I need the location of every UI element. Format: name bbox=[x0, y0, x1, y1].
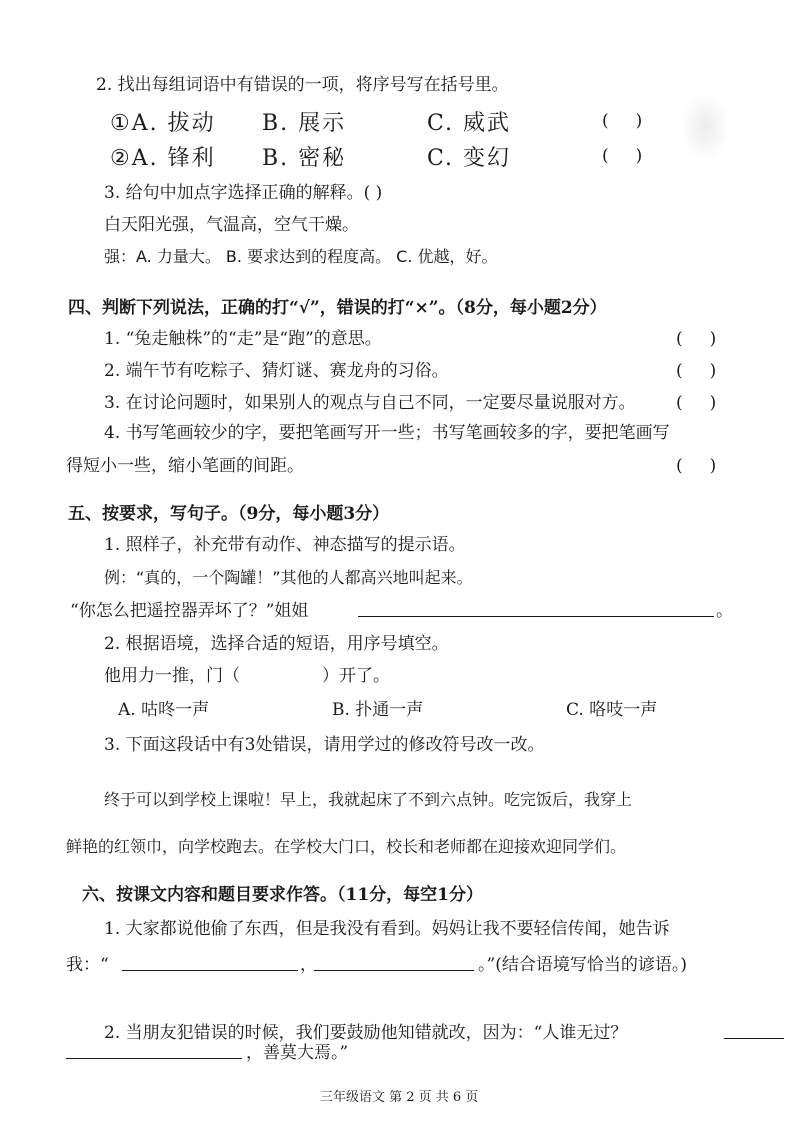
s5-q1-prompt: “你怎么把遥控器弄坏了？”姐姐 bbox=[70, 601, 309, 621]
s6-q2-line2: ，善莫大焉。” bbox=[246, 1043, 349, 1063]
q2-row2-option-b: B. 密秘 bbox=[262, 146, 347, 171]
s5-q1-title: 1. 照样子，补充带有动作、神态描写的提示语。 bbox=[104, 535, 466, 555]
s6-q1-line2-comma: ， bbox=[300, 955, 317, 975]
s5-q2-option-a: A. 咕咚一声 bbox=[118, 700, 210, 720]
q3-title: 3. 给句中加点字选择正确的解释。( ) bbox=[104, 183, 383, 203]
s5-q2-sentence-end: ）开了。 bbox=[322, 666, 390, 686]
s4-item-3: 3. 在讨论问题时，如果别人的观点与自己不同，一定要尽量说服对方。 bbox=[104, 393, 636, 413]
s6-q2-blank-1a[interactable] bbox=[724, 1038, 784, 1039]
s6-q1-blank-2[interactable] bbox=[314, 970, 474, 971]
q3-options: 强：A. 力量大。 B. 要求达到的程度高。 C. 优越，好。 bbox=[104, 247, 498, 266]
s4-item-2: 2. 端午节有吃粽子、猜灯谜、赛龙舟的习俗。 bbox=[104, 361, 449, 381]
q3-sentence: 白天阳光强，气温高，空气干燥。 bbox=[104, 215, 359, 235]
s4-item-4-line1: 4. 书写笔画较少的字，要把笔画写开一些；书写笔画较多的字，要把笔画写 bbox=[104, 423, 670, 443]
q2-row2-option-a: ②A. 锋利 bbox=[110, 146, 216, 171]
s4-item-2-paren[interactable]: ( ) bbox=[676, 361, 717, 381]
s4-item-3-paren[interactable]: ( ) bbox=[676, 393, 717, 413]
s5-q2-option-c: C. 咯吱一声 bbox=[566, 700, 658, 720]
s5-q2-sentence-start: 他用力一推，门（ bbox=[104, 666, 240, 686]
s5-q2-title: 2. 根据语境，选择合适的短语，用序号填空。 bbox=[104, 634, 449, 654]
q2-row1-option-b: B. 展示 bbox=[262, 111, 347, 136]
s5-q1-example: 例：“真的，一个陶罐！”其他的人都高兴地叫起来。 bbox=[104, 568, 473, 587]
q2-row1-option-c: C. 威武 bbox=[427, 111, 512, 136]
s5-q1-answer-line[interactable] bbox=[358, 616, 714, 617]
s5-q1-end-mark: 。 bbox=[716, 601, 733, 621]
s4-item-4-paren[interactable]: ( ) bbox=[676, 456, 717, 476]
s5-q3-title: 3. 下面这段话中有3处错误，请用学过的修改符号改一改。 bbox=[104, 735, 545, 755]
q2-row2-option-c: C. 变幻 bbox=[427, 146, 512, 171]
s6-q1-line2-end: 。”(结合语境写恰当的谚语。) bbox=[478, 955, 687, 975]
s4-item-1: 1. “兔走触株”的“走”是“跑”的意思。 bbox=[104, 329, 382, 349]
s6-q2-line1: 2. 当朋友犯错误的时候，我们要鼓励他知错就改，因为：“人谁无过？ bbox=[104, 1023, 628, 1043]
page-footer: 三年级语文 第 2 页 共 6 页 bbox=[320, 1090, 479, 1105]
scan-smudge bbox=[680, 92, 730, 162]
s4-item-1-paren[interactable]: ( ) bbox=[676, 329, 717, 349]
section-6-heading: 六、按课文内容和题目要求作答。（11分，每空1分） bbox=[82, 885, 483, 905]
s6-q2-blank-1b[interactable] bbox=[66, 1058, 242, 1059]
section-5-heading: 五、按要求，写句子。（9分，每小题3分） bbox=[68, 504, 390, 524]
s5-q3-passage-line2: 鲜艳的红领巾，向学校跑去。在学校大门口，校长和老师都在迎接欢迎同学们。 bbox=[66, 837, 627, 856]
s6-q1-line1: 1. 大家都说他偷了东西，但是我没有看到。妈妈让我不要轻信传闻，她告诉 bbox=[104, 919, 670, 939]
q2-row2-answer-paren[interactable]: ( ) bbox=[602, 146, 643, 166]
q2-row1-option-a: ①A. 拔动 bbox=[110, 111, 216, 136]
q2-title: 2. 找出每组词语中有错误的一项，将序号写在括号里。 bbox=[96, 75, 509, 95]
s6-q1-line2-start: 我：“ bbox=[66, 955, 109, 975]
q2-row1-answer-paren[interactable]: ( ) bbox=[602, 111, 643, 131]
section-4-heading: 四、判断下列说法，正确的打“√”，错误的打“×”。（8分，每小题2分） bbox=[68, 298, 607, 318]
s5-q2-option-b: B. 扑通一声 bbox=[332, 700, 424, 720]
s5-q3-passage-line1: 终于可以到学校上课啦！早上，我就起床了不到六点钟。吃完饭后，我穿上 bbox=[104, 790, 633, 809]
s6-q1-blank-1[interactable] bbox=[122, 970, 298, 971]
s4-item-4-line2: 得短小一些，缩小笔画的间距。 bbox=[66, 456, 304, 476]
